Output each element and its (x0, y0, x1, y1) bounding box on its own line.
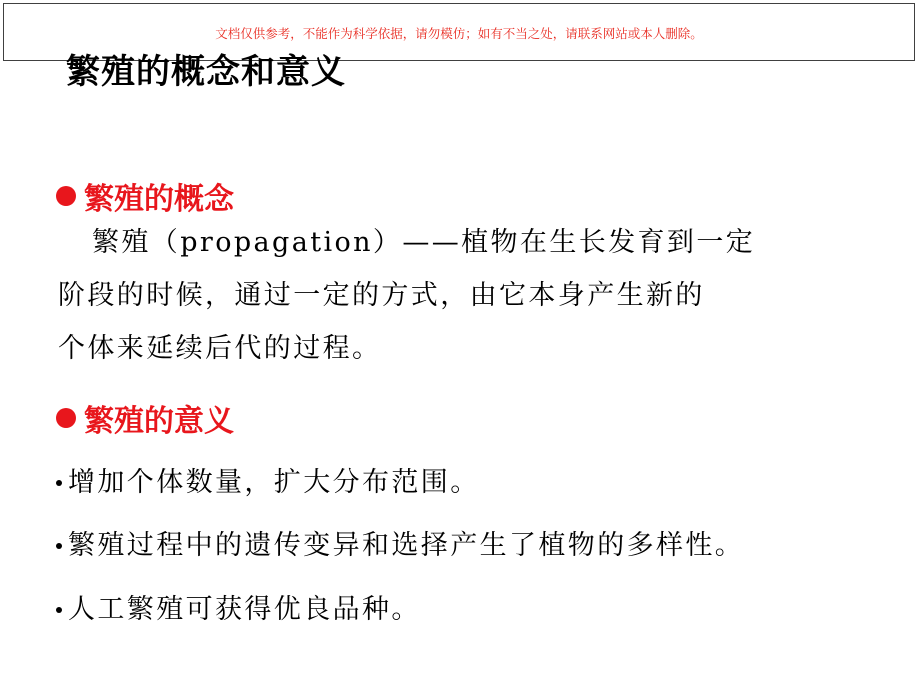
section-heading-concept (56, 174, 234, 218)
definition-line-2: 阶段的时候，通过一定的方式，由它本身产生新的 (58, 280, 705, 311)
section-heading-significance (56, 396, 234, 440)
red-bullet-icon (56, 408, 76, 428)
list-item (56, 593, 421, 627)
bullet-dot-icon (56, 543, 62, 549)
bullet-dot-icon (56, 480, 62, 486)
slide-title: 繁殖的概念和意义 (66, 52, 346, 92)
section-heading-concept-label: 繁殖的概念 (84, 182, 234, 217)
bullet-dot-icon (56, 607, 62, 613)
definition-line-1: 繁殖（propagation）——植物在生长发育到一定 (92, 227, 756, 258)
list-item-text: 增加个体数量，扩大分布范围。 (68, 467, 480, 498)
definition-line-3: 个体来延续后代的过程。 (58, 333, 382, 364)
section-heading-significance-label: 繁殖的意义 (84, 404, 234, 439)
list-item-text: 繁殖过程中的遗传变异和选择产生了植物的多样性。 (68, 530, 745, 561)
list-item (56, 466, 480, 500)
disclaimer-text: 文档仅供参考，不能作为科学依据，请勿模仿；如有不当之处，请联系网站或本人删除。 (215, 26, 703, 41)
red-bullet-icon (56, 186, 76, 206)
list-item-text: 人工繁殖可获得优良品种。 (68, 594, 421, 625)
list-item (56, 529, 744, 563)
